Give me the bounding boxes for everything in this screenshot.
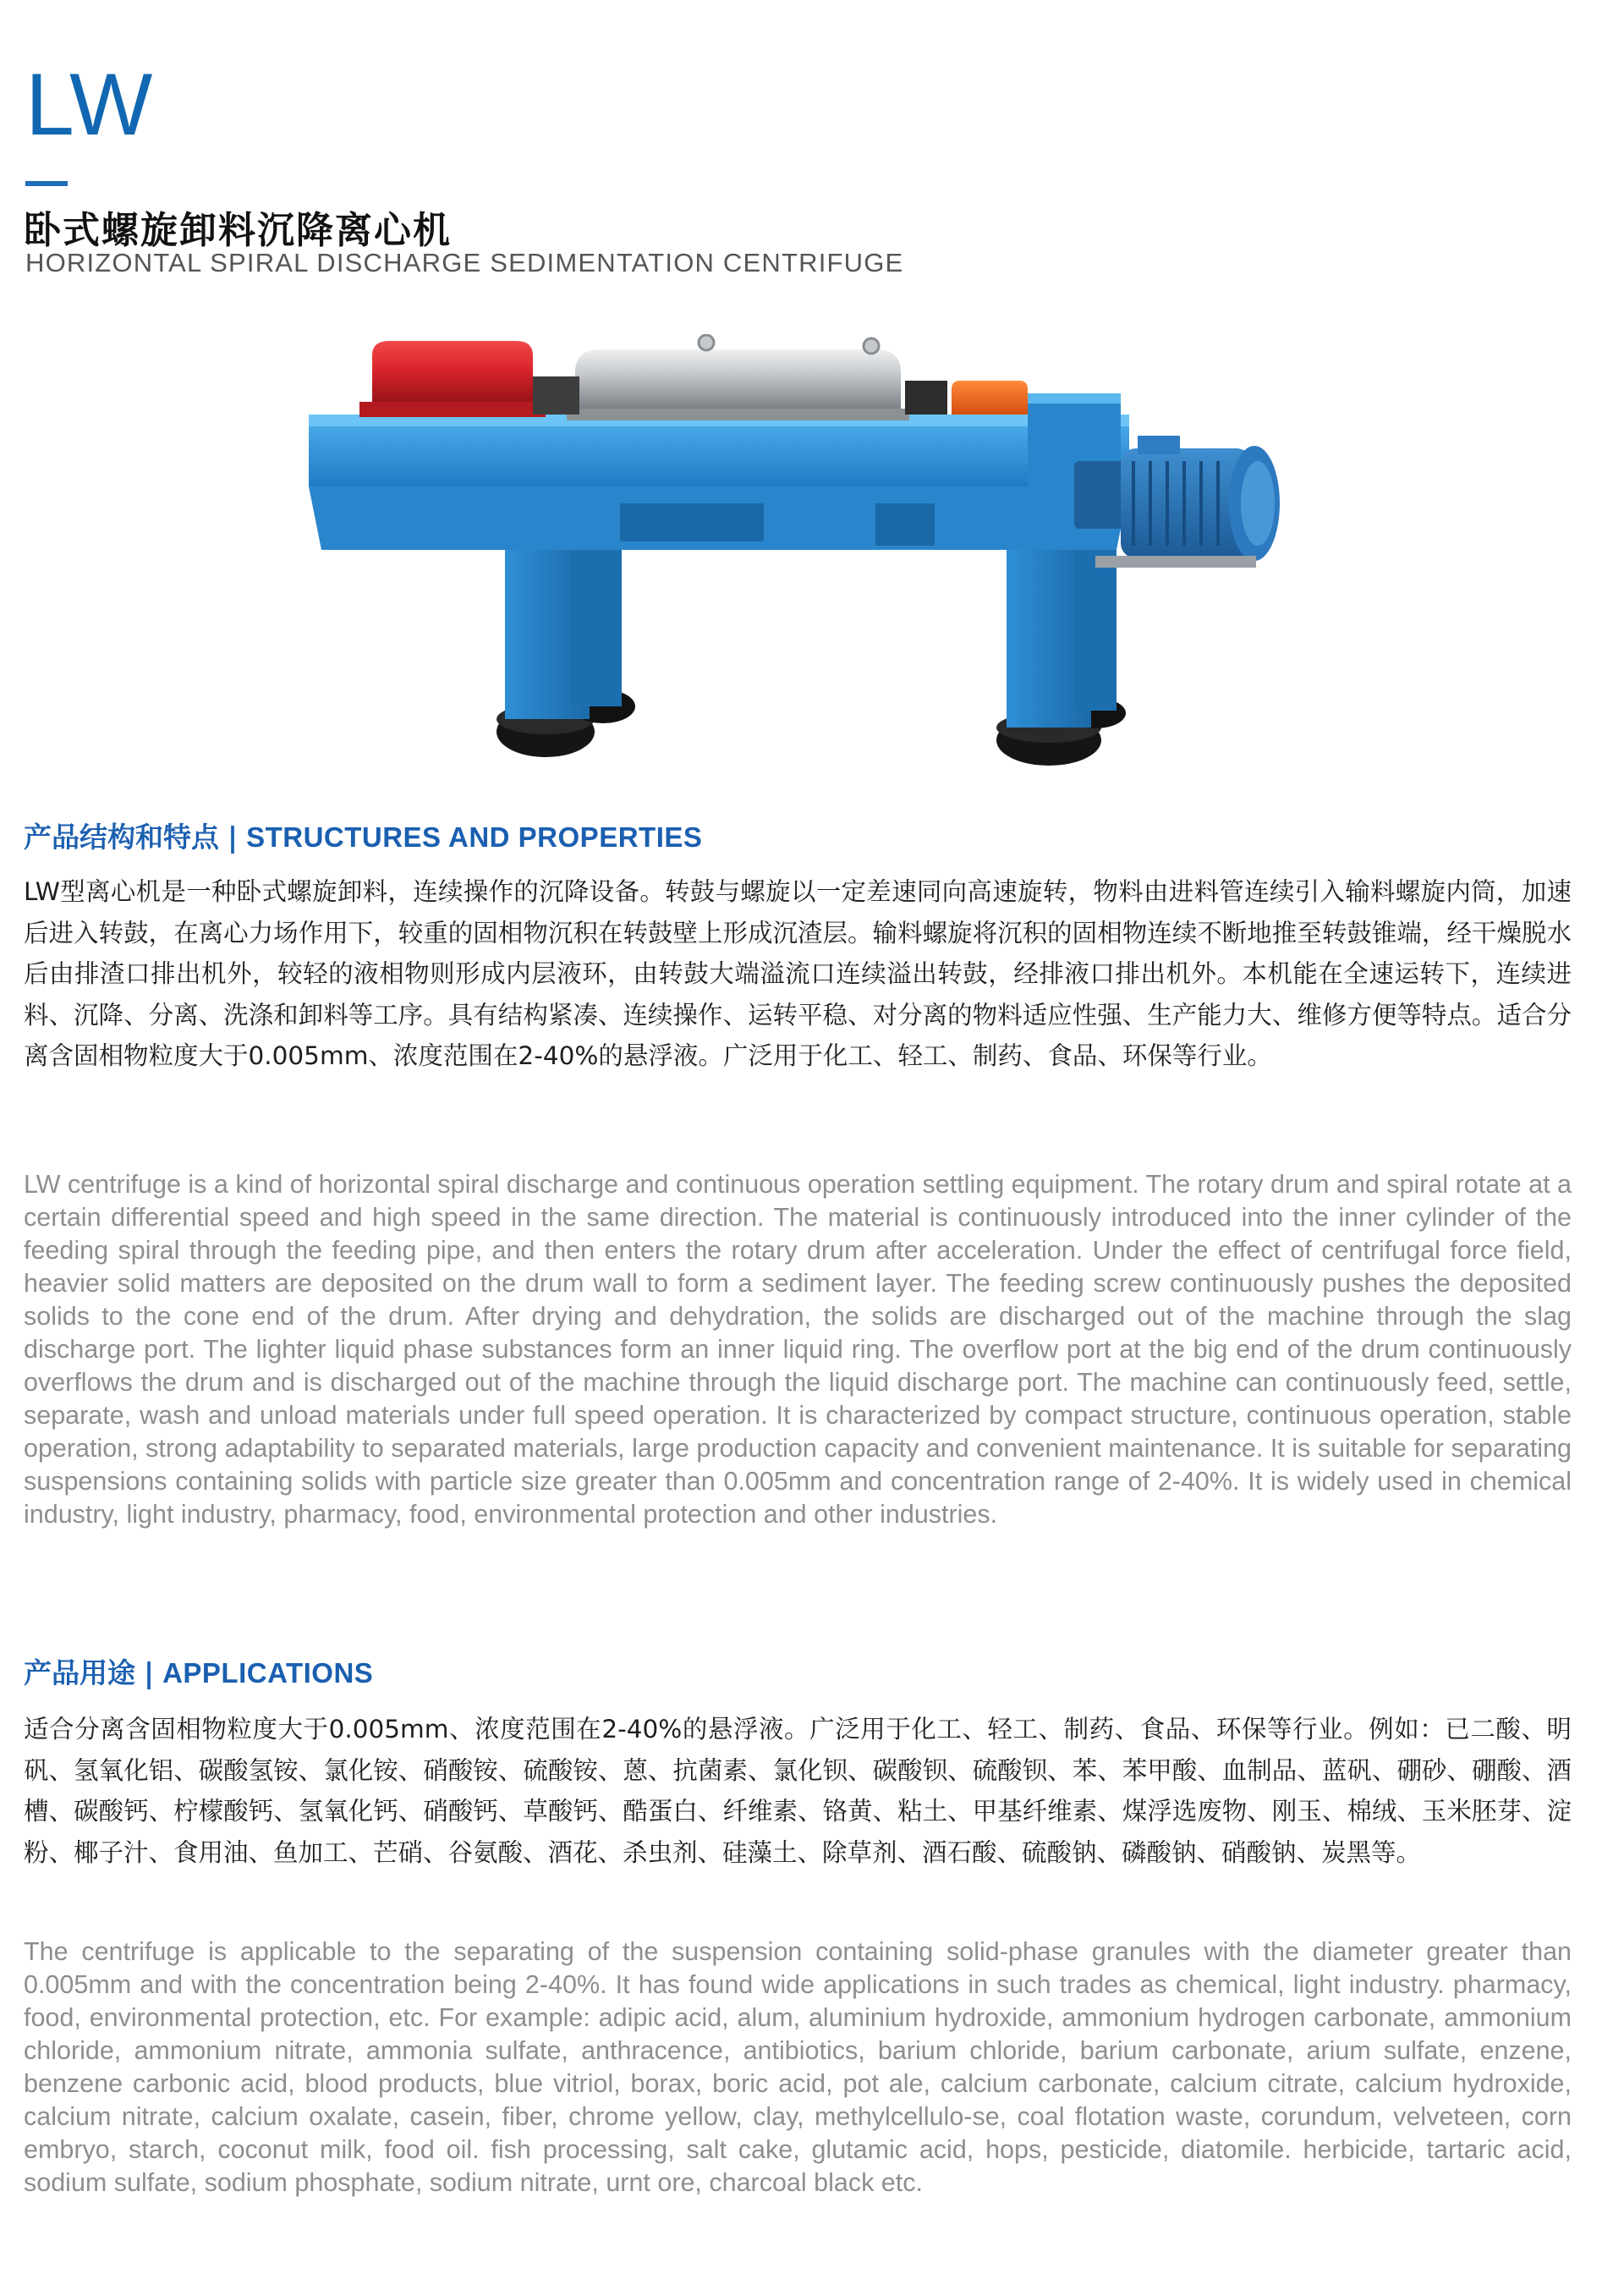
decanter-centrifuge-machine-icon xyxy=(283,334,1307,774)
heading-separator: | xyxy=(144,1656,155,1689)
section-heading-en: STRUCTURES AND PROPERTIES xyxy=(246,821,703,853)
section-heading-cn: 产品结构和特点 xyxy=(24,821,219,854)
applications-text-en: The centrifuge is applicable to the separating of the suspension containing solid-phase granules with the diameter greater than 0.005mm and with the concentration being 2-40%. It has found wide applications in such trades as chemical, light industry. pharmacy, food, environmental protection, etc. For example: adipic acid, alum, aluminium hydroxide, ammonium hydrogen carbonate, ammonium chloride, ammonium nitrate, ammonia sulfate, anthracence, antibiotics, barium chloride, barium carbonate, arium sulfate, enzene, benzene carbonic acid, blood products, blue vitriol, borax, boric acid, pot ale, calcium carbonate, calcium citrate, calcium hydroxide, calcium nitrate, calcium oxalate, casein, fiber, chrome yellow, clay, methylcellulo-se, coal flotation waste, corundum, velveteen, corn embryo, starch, coconut milk, food oil. fish processing, salt cake, glutamic acid, hops, pesticide, diatomile. herbicide, tartaric acid, sodium sulfate, sodium phosphate, sodium nitrate, urnt ore, charcoal black etc. xyxy=(24,1937,1572,2197)
structures-text-en: LW centrifuge is a kind of horizontal spiral discharge and continuous operation settling equipment. The rotary drum and spiral rotate at a certain differential speed and high speed in the same direction. The material is continuously introduced into the inner cylinder of the feeding spiral through the feeding pipe, and then enters the rotary drum after acceleration. Under the effect of centrifugal force field, heavier solid matters are deposited on the drum wall to form a sediment layer. The feeding screw continuously pushes the deposited solids to the cone end of the drum. After drying and dehydration, the solids are discharged out of the machine through the slag discharge port. The lighter liquid phase substances form an inner liquid ring. The overflow port at the big end of the drum continuously overflows the drum and is discharged out of the machine through the liquid discharge port. The machine can continuously feed, settle, separate, wash and unload materials under full speed operation. It is characterized by compact structure, continuous operation, stable operation, strong adaptability to separated materials, large production capacity and convenient maintenance. It is suitable for separating suspensions containing solids with particle size greater than 0.005mm and concentration range of 2-40%. It is widely used in chemical industry, light industry, pharmacy, food, environmental protection and other industries. xyxy=(24,1170,1572,1529)
section-heading-structures xyxy=(24,816,702,855)
applications-text-cn: 适合分离含固相物粒度大于0.005mm、浓度范围在2-40%的悬浮液。广泛用于化工、轻工、制药、食品、环保等行业。例如：已二酸、明矾、氢氧化铝、碳酸氢铵、氯化铵、硝酸铵、硫酸铵、蒽、抗菌素、氯化钡、碳酸钡、硫酸钡、苯、苯甲酸、血制品、蓝矾、硼砂、硼酸、酒槽、碳酸钙、柠檬酸钙、氢氧化钙、硝酸钙、草酸钙、酷蛋白、纤维素、铬黄、粘土、甲基纤维素、煤浮选废物、刚玉、棉绒、玉米胚芽、淀粉、椰子汁、食用油、鱼加工、芒硝、谷氨酸、酒花、杀虫剂、硅藻土、除草剂、酒石酸、硫酸钠、磷酸钠、硝酸钠、炭黑等。 xyxy=(24,1715,1572,1867)
section-heading-en: APPLICATIONS xyxy=(162,1657,374,1689)
section-heading-applications xyxy=(24,1651,373,1691)
heading-separator: | xyxy=(228,821,239,854)
title-accent-dash xyxy=(25,181,68,186)
section-heading-cn: 产品用途 xyxy=(24,1656,135,1689)
model-code: LW xyxy=(25,56,155,154)
title-chinese: 卧式螺旋卸料沉降离心机 xyxy=(24,209,452,252)
structures-text-cn: LW型离心机是一种卧式螺旋卸料，连续操作的沉降设备。转鼓与螺旋以一定差速同向高速旋转，物料由进料管连续引入输料螺旋内筒，加速后进入转鼓，在离心力场作用下，较重的固相物沉积在转鼓壁上形成沉渣层。输料螺旋将沉积的固相物连续不断地推至转鼓锥端，经干燥脱水后由排渣口排出机外，较轻的液相物则形成内层液环，由转鼓大端溢流口连续溢出转鼓，经排液口排出机外。本机能在全速运转下，连续进料、沉降、分离、洗涤和卸料等工序。具有结构紧凑、连续操作、运转平稳、对分离的物料适应性强、生产能力大、维修方便等特点。适合分离含固相物粒度大于0.005mm、浓度范围在2-40%的悬浮液。广泛用于化工、轻工、制药、食品、环保等行业。 xyxy=(24,877,1572,1070)
title-english: HORIZONTAL SPIRAL DISCHARGE SEDIMENTATION CENTRIFUGE xyxy=(25,248,904,277)
